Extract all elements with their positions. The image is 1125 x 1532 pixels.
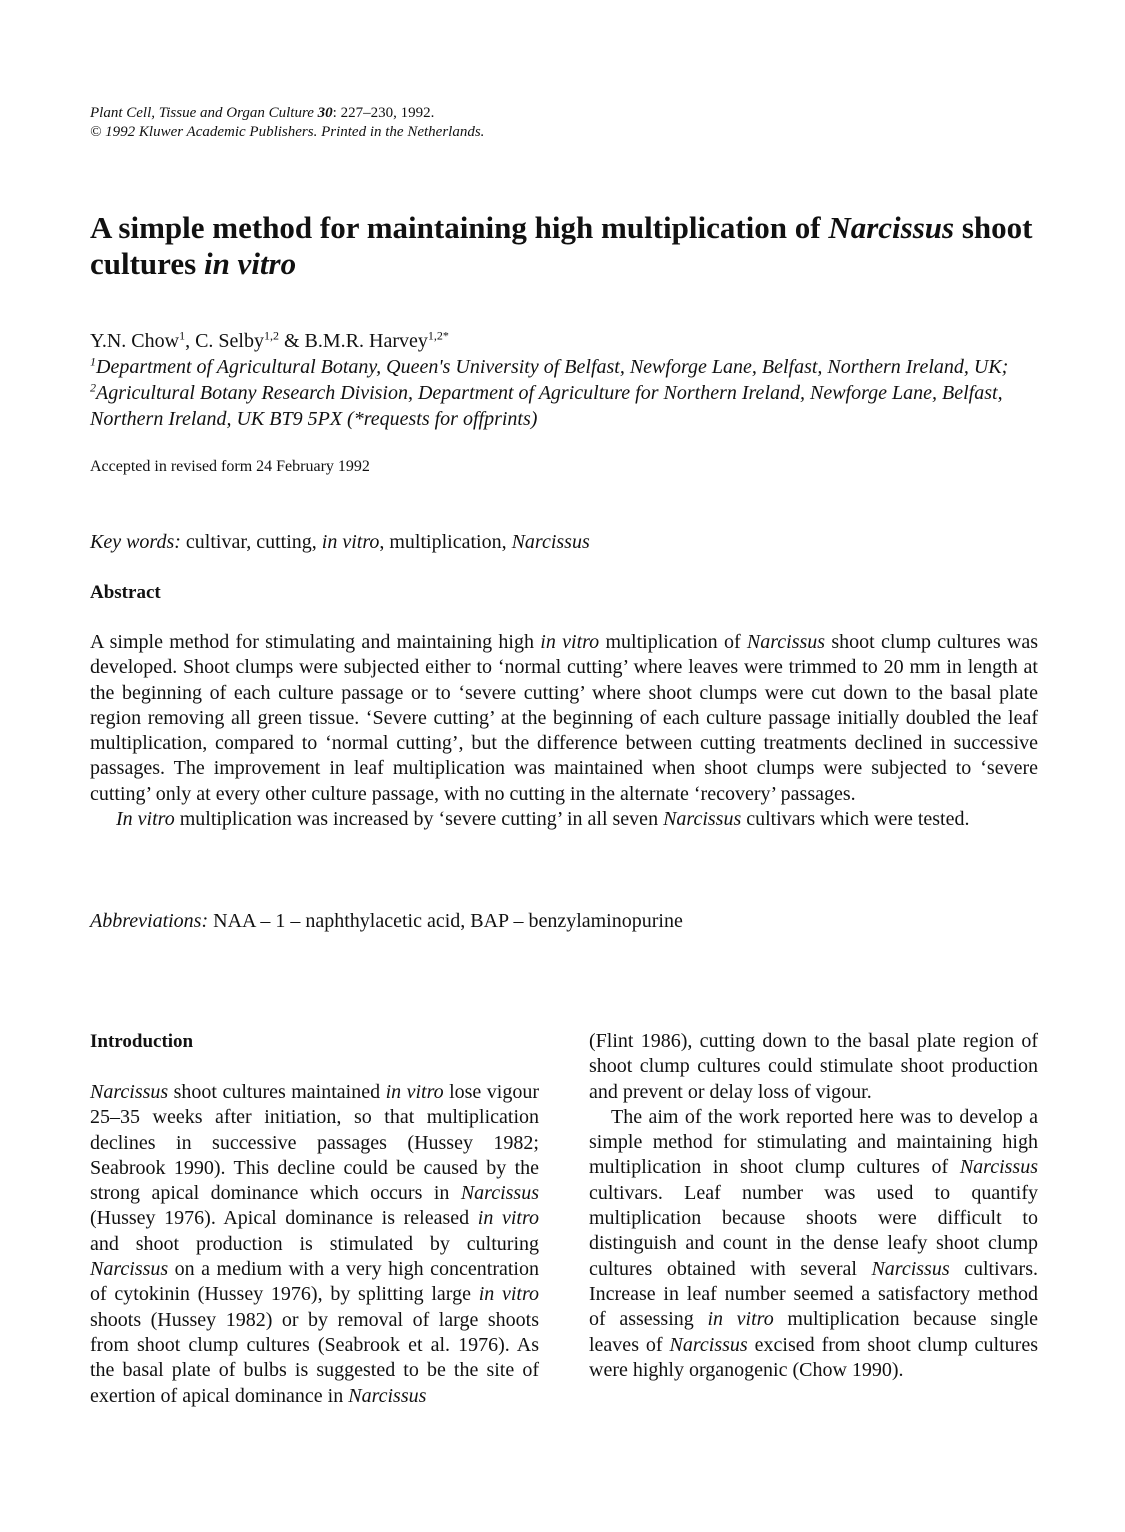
italic-term: Narcissus — [90, 1081, 169, 1103]
italic-term: in vitro — [385, 1081, 444, 1103]
italic-term: in vitro — [478, 1283, 540, 1306]
copyright-line: © 1992 Kluwer Academic Publishers. Printed in the Netherlands. — [90, 124, 485, 140]
abbreviations: Abbreviations: NAA – 1 – naphthylacetic acid, BAP – benzylaminopurine — [90, 910, 683, 932]
italic-term: Narcissus — [460, 1182, 539, 1205]
author-list: Y.N. Chow$^1$, C. Selby$^{1,2}$ & B.M.R. Harvey$^{1,2*}$ — [90, 328, 449, 352]
intro-paragraph: (Flint 1986), cutting down to the basal plate region of shoot clump cultures could stimulate shoot production and prevent or delay loss of vigour. — [589, 1030, 1038, 1103]
text-run: cultivars. Increase in leaf number seemed a satisfactory method of assessing — [589, 1257, 1038, 1331]
abstract-paragraph: A simple method for stimulating and maintaining high in vitro multiplication of Narcissus shoot clump cultures was developed. Shoot clumps were subjected either to ‘normal cutting’ where leaves were trimmed to 20 mm in length at the beginning of each culture passage or to ‘severe cutting’ where shoot clumps were cut down to the basal plate region removing all green tissue. ‘Severe cutting’ at the beginning of each culture passage initially doubled the leaf multiplication, compared to ‘normal cutting’, but the difference between cutting treatments declined in successive passages. The improvement in leaf multiplication was maintained when shoot clumps were subjected to ‘severe cutting’ only at every other culture passage, with no cutting in the alternate ‘recovery’ passages. — [90, 631, 1039, 805]
journal-citation: Plant Cell, Tissue and Organ Culture 30: 227–230, 1992. — [90, 105, 435, 121]
text-run: shoots (Hussey 1982) or by removal of large shoots from shoot clump cultures (Seabrook et al. 1976). As the basal plate of bulbs is suggested to be the site of exertion of apical dominance in — [90, 1308, 539, 1407]
intro-paragraph — [589, 1105, 1038, 1383]
abstract-heading: Abstract — [90, 582, 161, 603]
text-run: The aim of the work reported here was to develop a simple method for stimulating and maintaining high multiplication in shoot clump cultures of — [589, 1105, 1038, 1179]
italic-term: Narcissus — [959, 1156, 1038, 1179]
italic-term: Narcissus — [669, 1333, 748, 1356]
author-block — [90, 328, 1050, 432]
text-run: lose vigour 25–35 weeks after initiation, so that multiplication declines in successive passages (Hussey 1982; Seabrook 1990). This decline could be caused by the strong apical dominance which occurs in — [90, 1081, 539, 1205]
abstract-body — [90, 630, 1038, 832]
text-run: excised from shoot clump cultures were highly organogenic (Chow 1990). — [589, 1333, 1038, 1381]
journal-header — [90, 104, 484, 142]
text-run: shoot cultures maintained — [168, 1081, 386, 1103]
text-run: multiplication because single leaves of — [589, 1308, 1038, 1356]
italic-term: in vitro — [477, 1207, 539, 1230]
introduction-heading: Introduction — [90, 1031, 194, 1052]
italic-term: Narcissus — [871, 1257, 950, 1280]
text-run: cultivars. Leaf number was used to quantify multiplication because shoots were difficult to distinguish and count in the dense leafy shoot clump cultures obtained with several — [589, 1181, 1038, 1280]
intro-column-right — [589, 1029, 1038, 1383]
accepted-date: Accepted in revised form 24 February 1992 — [90, 458, 370, 475]
affiliations: $^1$Department of Agricultural Botany, Queen's University of Belfast, Newforge Lane, Belfast, Northern Ireland, UK; $^2$Agricultural Botany Research Division, Department of Agriculture for Northern Ireland, Newforge Lane, Belfast, Northern Ireland, UK BT9 5PX (*requests for offprints) — [90, 354, 1009, 430]
keywords: Key words: cultivar, cutting, in vitro, multiplication, Narcissus — [90, 531, 590, 553]
italic-term: Narcissus — [348, 1384, 427, 1407]
text-run: and shoot production is stimulated by culturing — [90, 1232, 539, 1255]
intro-paragraph — [90, 1080, 539, 1409]
intro-column-left — [90, 1080, 539, 1409]
abstract-paragraph: In vitro multiplication was increased by ‘severe cutting’ in all seven Narcissus cultivars which were tested. — [116, 808, 970, 831]
italic-term: in vitro — [707, 1308, 774, 1331]
paper-title: A simple method for maintaining high multiplication of Narcissus shoot cultures in vitro — [90, 210, 1033, 281]
text-run: on a medium with a very high concentration of cytokinin (Hussey 1976), by splitting large — [90, 1258, 539, 1306]
text-run: (Hussey 1976). Apical dominance is released — [90, 1207, 478, 1230]
italic-term: Narcissus — [90, 1258, 169, 1281]
